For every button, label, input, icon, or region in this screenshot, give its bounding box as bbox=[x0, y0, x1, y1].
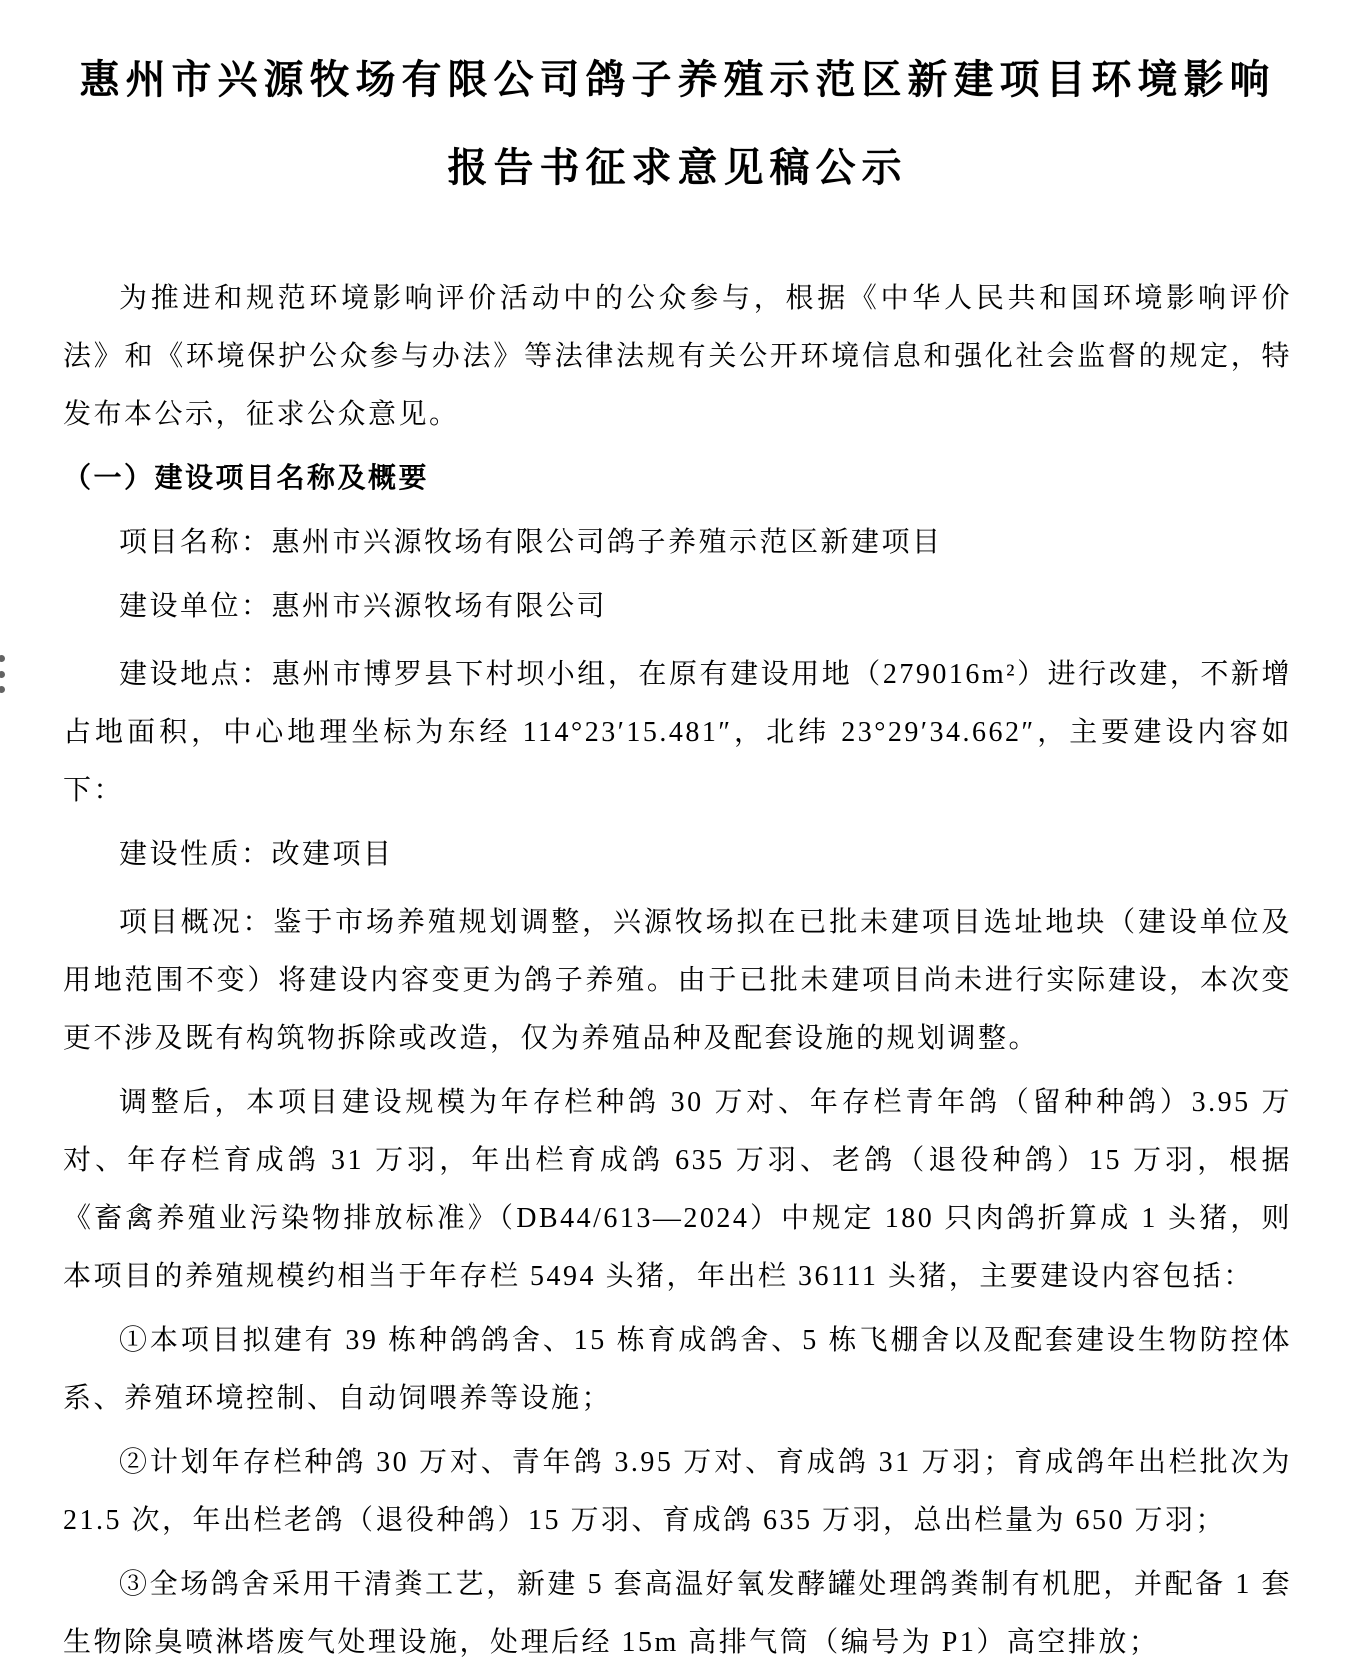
paragraph-adjusted-scale: 调整后，本项目建设规模为年存栏种鸽 30 万对、年存栏青年鸽（留种种鸽）3.95 万对、年存栏育成鸽 31 万羽，年出栏育成鸽 635 万羽、老鸽（退役种鸽）15 万羽，根据《畜禽养殖业污染物排放标准》（DB44/613—2024）中规定 180 只肉鸽折算成 1 头猪，则本项目的养殖规模约相当于年存栏 5494 头猪，年出栏 36111 头猪，主要建设内容包括： bbox=[63, 1087, 1292, 1292]
paragraph-project-overview: 项目概况：鉴于市场养殖规划调整，兴源牧场拟在已批未建项目选址地块（建设单位及用地范围不变）将建设内容变更为鸽子养殖。由于已批未建项目尚未进行实际建设，本次变更不涉及既有构筑物拆除或改造，仅为养殖品种及配套设施的规划调整。 bbox=[63, 907, 1292, 1054]
section-heading-project-name-and-summary: （一）建设项目名称及概要 bbox=[63, 463, 430, 494]
paragraph-construction-nature: 建设性质：改建项目 bbox=[119, 839, 394, 870]
document-title-line-2: 报告书征求意见稿公示 bbox=[447, 146, 908, 190]
paragraph-item-3-manure-process: ③全场鸽舍采用干清粪工艺，新建 5 套高温好氧发酵罐处理鸽粪制有机肥，并配备 1 套生物除臭喷淋塔废气处理设施，处理后经 15m 高排气筒（编号为 P1）高空排放； bbox=[63, 1569, 1292, 1658]
paragraph-construction-location: 建设地点：惠州市博罗县下村坝小组，在原有建设用地（279016m²）进行改建，不新增占地面积，中心地理坐标为东经 114°23′15.481″，北纬 23°29′34.662″，主要建设内容如下： bbox=[63, 659, 1292, 806]
paragraph-item-1-buildings: ①本项目拟建有 39 栋种鸽鸽舍、15 栋育成鸽舍、5 栋飞棚舍以及配套建设生物防控体系、养殖环境控制、自动饲喂养等设施； bbox=[63, 1325, 1292, 1414]
block-handle-icon[interactable] bbox=[0, 655, 8, 693]
paragraph-project-name: 项目名称：惠州市兴源牧场有限公司鸽子养殖示范区新建项目 bbox=[119, 527, 943, 558]
paragraph-construction-unit: 建设单位：惠州市兴源牧场有限公司 bbox=[119, 591, 608, 622]
document-title-line-1: 惠州市兴源牧场有限公司鸽子养殖示范区新建项目环境影响 bbox=[79, 58, 1276, 102]
handle-dot bbox=[0, 671, 5, 678]
document-header bbox=[63, 36, 1292, 212]
paragraph-item-2-stock-plan: ②计划年存栏种鸽 30 万对、青年鸽 3.95 万对、育成鸽 31 万羽；育成鸽年出栏批次为 21.5 次，年出栏老鸽（退役种鸽）15 万羽、育成鸽 635 万羽，总出栏量为 650 万羽； bbox=[63, 1447, 1292, 1536]
paragraph-intro: 为推进和规范环境影响评价活动中的公众参与，根据《中华人民共和国环境影响评价法》和《环境保护公众参与办法》等法律法规有关公开环境信息和强化社会监督的规定，特发布本公示，征求公众意见。 bbox=[63, 283, 1292, 430]
handle-dot bbox=[0, 655, 5, 662]
handle-dot bbox=[0, 686, 5, 693]
